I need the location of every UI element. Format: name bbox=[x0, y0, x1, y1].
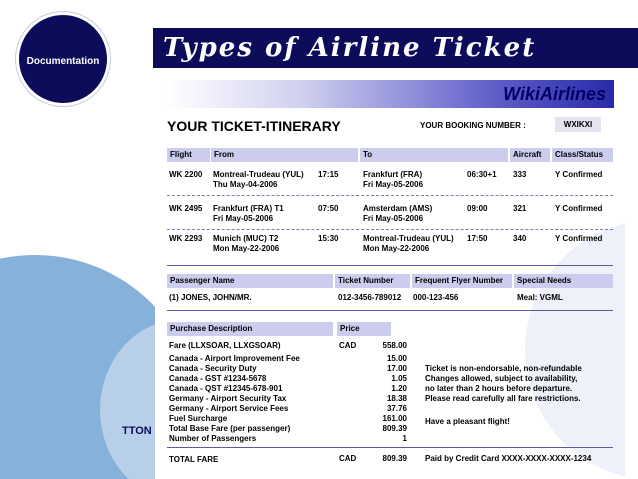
charge-label: Total Base Fare (per passenger) bbox=[169, 424, 291, 433]
total-fare-amount: 809.39 bbox=[382, 454, 407, 463]
badge-label: Documentation bbox=[26, 56, 100, 67]
flight-origin: Montreal-Trudeau (YUL) bbox=[213, 170, 304, 179]
flight-status: Y Confirmed bbox=[555, 170, 603, 179]
charge-amount: 809.39 bbox=[382, 424, 407, 433]
flight-status: Y Confirmed bbox=[555, 234, 603, 243]
row-divider bbox=[167, 229, 613, 230]
charge-label: Canada - QST #12345-678-901 bbox=[169, 384, 283, 393]
globe-watermark bbox=[525, 220, 625, 479]
charge-amount: 1.20 bbox=[391, 384, 407, 393]
header-aircraft: Aircraft bbox=[510, 148, 550, 162]
flight-arrival-time: 17:50 bbox=[467, 234, 488, 243]
charge-label: Canada - Security Duty bbox=[169, 364, 257, 373]
charge-label: Number of Passengers bbox=[169, 434, 257, 443]
charge-amount: 1 bbox=[402, 434, 407, 443]
charge-amount: 161.00 bbox=[382, 414, 407, 423]
fare-note: no later than 2 hours before departure. bbox=[425, 384, 573, 393]
charge-amount: 37.76 bbox=[386, 404, 407, 413]
flight-arrival-date: Mon May-22-2006 bbox=[363, 244, 430, 253]
flight-destination: Frankfurt (FRA) bbox=[363, 170, 423, 179]
fare-note: Ticket is non-endorsable, non-refundable bbox=[425, 364, 582, 373]
flight-number: WK 2495 bbox=[169, 204, 203, 213]
flight-destination: Amsterdam (AMS) bbox=[363, 204, 433, 213]
brand-bar bbox=[167, 80, 614, 108]
section-divider bbox=[167, 447, 613, 448]
itinerary-title: YOUR TICKET-ITINERARY bbox=[167, 118, 341, 134]
header-from: From bbox=[211, 148, 358, 162]
flight-aircraft: 321 bbox=[513, 204, 527, 213]
frequent-flyer-number: 000-123-456 bbox=[413, 293, 459, 302]
header-price: Price bbox=[337, 322, 391, 336]
special-needs: Meal: VGML bbox=[517, 293, 563, 302]
flight-status: Y Confirmed bbox=[555, 204, 603, 213]
flight-arrival-time: 06:30+1 bbox=[467, 170, 497, 179]
flight-departure-time: 15:30 bbox=[318, 234, 339, 243]
total-fare-currency: CAD bbox=[339, 454, 357, 463]
flight-arrival-date: Fri May-05-2006 bbox=[363, 214, 424, 223]
closing-message: Have a pleasant flight! bbox=[425, 417, 510, 426]
fare-amount: 558.00 bbox=[382, 341, 407, 350]
charge-label: Canada - GST #1234-5678 bbox=[169, 374, 267, 383]
slide-title: Types of Airline Ticket bbox=[163, 33, 537, 63]
booking-number-value: WXIKXI bbox=[555, 117, 601, 132]
passenger-name: (1) JONES, JOHN/MR. bbox=[169, 293, 252, 302]
flight-departure-time: 07:50 bbox=[318, 204, 339, 213]
charge-amount: 15.00 bbox=[386, 354, 407, 363]
flight-origin: Munich (MUC) T2 bbox=[213, 234, 279, 243]
flight-departure-date: Fri May-05-2006 bbox=[213, 214, 274, 223]
booking-number-label: YOUR BOOKING NUMBER : bbox=[420, 121, 526, 130]
header-special-needs: Special Needs bbox=[514, 274, 613, 288]
charge-amount: 1.05 bbox=[391, 374, 407, 383]
flight-origin: Frankfurt (FRA) T1 bbox=[213, 204, 284, 213]
total-fare-label: TOTAL FARE bbox=[169, 455, 219, 464]
flight-arrival-date: Fri May-05-2006 bbox=[363, 180, 424, 189]
flight-aircraft: 340 bbox=[513, 234, 527, 243]
row-divider bbox=[167, 195, 613, 196]
ticket-number: 012-3456-789012 bbox=[338, 293, 402, 302]
charge-label: Germany - Airport Service Fees bbox=[169, 404, 289, 413]
flight-arrival-time: 09:00 bbox=[467, 204, 488, 213]
section-divider bbox=[167, 310, 613, 311]
side-text-fragment: TTON bbox=[122, 425, 152, 437]
documentation-badge bbox=[16, 12, 110, 106]
flight-number: WK 2200 bbox=[169, 170, 203, 179]
header-ticket-number: Ticket Number bbox=[335, 274, 410, 288]
charge-amount: 17.00 bbox=[386, 364, 407, 373]
fare-note: Changes allowed, subject to availability, bbox=[425, 374, 578, 383]
fare-currency: CAD bbox=[339, 341, 357, 350]
fare-label: Fare (LLXSOAR, LLXGSOAR) bbox=[169, 341, 281, 350]
flight-aircraft: 333 bbox=[513, 170, 527, 179]
fare-note: Please read carefully all fare restrictions. bbox=[425, 394, 581, 403]
header-to: To bbox=[360, 148, 508, 162]
charge-label: Fuel Surcharge bbox=[169, 414, 228, 423]
header-passenger-name: Passenger Name bbox=[167, 274, 333, 288]
flight-departure-time: 17:15 bbox=[318, 170, 339, 179]
flight-destination: Montreal-Trudeau (YUL) bbox=[363, 234, 454, 243]
payment-method: Paid by Credit Card XXXX-XXXX-XXXX-1234 bbox=[425, 454, 592, 463]
flight-number: WK 2293 bbox=[169, 234, 203, 243]
charge-label: Canada - Airport Improvement Fee bbox=[169, 354, 300, 363]
flight-departure-date: Mon May-22-2006 bbox=[213, 244, 280, 253]
charge-amount: 18.38 bbox=[386, 394, 407, 403]
charge-label: Germany - Airport Security Tax bbox=[169, 394, 287, 403]
header-purchase-description: Purchase Description bbox=[167, 322, 333, 336]
header-class-status: Class/Status bbox=[552, 148, 613, 162]
header-flight: Flight bbox=[167, 148, 210, 162]
ticket-itinerary bbox=[155, 70, 625, 479]
header-frequent-flyer: Frequent Flyer Number bbox=[412, 274, 512, 288]
airline-logo: WikiAirlines bbox=[503, 84, 606, 104]
flight-departure-date: Thu May-04-2006 bbox=[213, 180, 278, 189]
section-divider bbox=[167, 265, 613, 266]
